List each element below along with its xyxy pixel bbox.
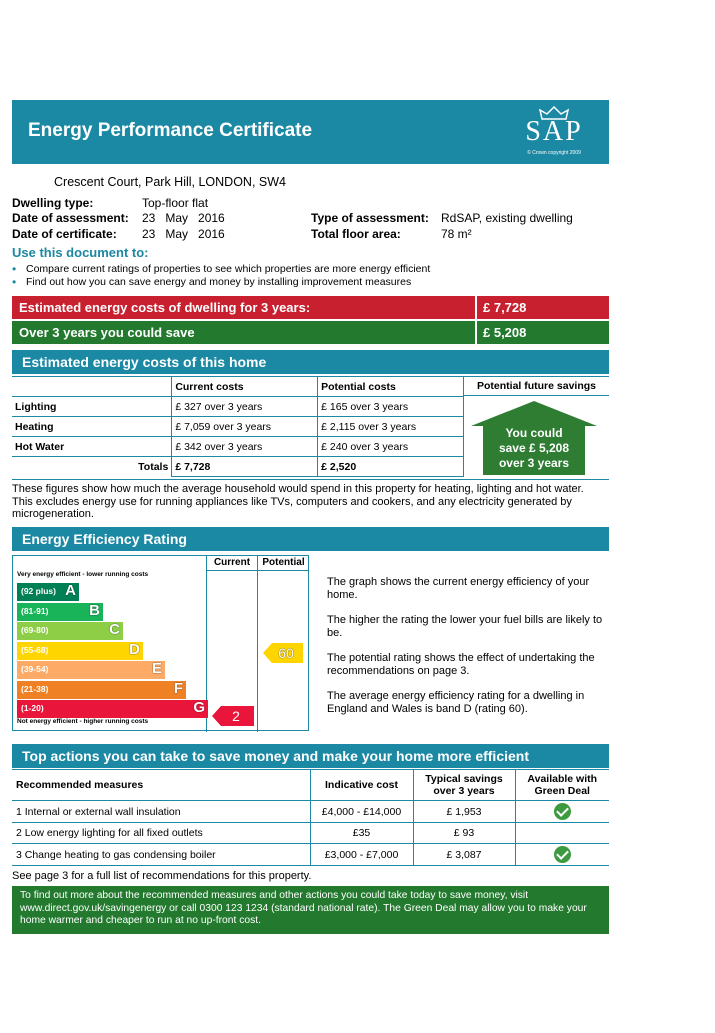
totals-row	[12, 457, 464, 477]
actions-section-title: Top actions you can take to save money and make your home more efficient	[12, 744, 609, 768]
table-row	[12, 844, 609, 866]
savings-arrow-line1: You could	[505, 426, 563, 440]
dwelling-type-label: Dwelling type:	[12, 196, 94, 210]
rating-band-d	[17, 642, 143, 660]
band-range: (39-54)	[21, 664, 49, 674]
info-box: To find out more about the recommended measures and other actions you could take today to save money, visit www.direct.gov.uk/savingenergy or call 0300 123 1234 (standard national rate). The Green Deal may allow you to make your home warmer and cheaper to run at no up-front cost.	[12, 886, 609, 934]
potential-rating-value: 60	[278, 645, 294, 661]
use-document-heading: Use this document to:	[12, 245, 149, 260]
sap-logo-text: SAP	[525, 116, 583, 147]
measure-cell: 1 Internal or external wall insulation	[12, 801, 310, 823]
col-current-costs: Current costs	[172, 377, 318, 397]
band-letter: B	[89, 601, 100, 619]
measure-cell: 2 Low energy lighting for all fixed outlets	[12, 823, 310, 844]
band-letter: D	[129, 640, 140, 658]
row-label: Lighting	[12, 397, 172, 417]
col-green-deal: Available with Green Deal	[515, 770, 609, 801]
estimated-cost-bar	[12, 296, 609, 319]
sap-logo	[513, 106, 595, 160]
totals-label: Totals	[12, 457, 172, 477]
potential-cost-cell: £ 165 over 3 years	[318, 397, 464, 417]
col-current-rating: Current	[213, 557, 251, 568]
potential-cost-cell: £ 240 over 3 years	[318, 437, 464, 457]
band-range: (81-91)	[21, 605, 49, 616]
band-letter: C	[109, 621, 120, 638]
current-cost-cell: £ 342 over 3 years	[172, 437, 318, 457]
rating-band-b	[17, 603, 103, 621]
green-deal-cell	[515, 823, 609, 844]
efficiency-paragraph: The graph shows the current energy efficiency of your home.	[327, 576, 590, 601]
costs-table	[12, 376, 464, 477]
cost-cell: £3,000 - £7,000	[310, 844, 413, 866]
cost-cell: £35	[310, 823, 413, 844]
rating-band-f	[17, 681, 186, 699]
page-title: Energy Performance Certificate	[28, 120, 313, 141]
rating-band-a	[17, 583, 79, 601]
potential-cost-cell: £ 2,115 over 3 years	[318, 417, 464, 437]
rating-band-c	[17, 622, 123, 640]
table-row	[12, 823, 609, 844]
col-potential-costs: Potential costs	[318, 377, 464, 397]
savings-cell: £ 93	[413, 823, 515, 844]
cost-cell: £4,000 - £14,000	[310, 801, 413, 823]
col-potential-rating: Potential	[262, 557, 305, 568]
date-certificate-value: 23 May 2016	[142, 227, 225, 241]
date-assessment-label: Date of assessment:	[12, 211, 129, 225]
band-letter: A	[65, 582, 76, 599]
savings-value: £ 5,208	[477, 321, 609, 344]
crown-icon	[539, 106, 569, 120]
band-range: (1-20)	[21, 703, 44, 713]
col-measures: Recommended measures	[12, 770, 310, 801]
certificate-header	[12, 100, 609, 164]
date-assessment-value: 23 May 2016	[142, 211, 225, 225]
savings-arrow	[471, 401, 597, 475]
table-header-row	[12, 377, 464, 397]
measure-cell: 3 Change heating to gas condensing boiler	[12, 844, 310, 866]
sap-copyright: © Crown copyright 2009	[527, 150, 581, 156]
table-row	[12, 801, 609, 823]
see-page-note: See page 3 for a full list of recommendations for this property.	[12, 870, 312, 882]
list-item: • Find out how you can save energy and money by installing improvement measures	[10, 276, 600, 289]
band-letter: F	[173, 679, 183, 697]
potential-rating-arrow	[263, 643, 303, 663]
rating-band-g	[17, 700, 208, 718]
table-header-row	[12, 770, 609, 801]
costs-note: These figures show how much the average household would spend in this property for heating, lighting and hot water. This excludes energy use for running appliances like TVs, computers and cookers, and any electricity generated by microgeneration.	[12, 483, 584, 520]
total-current: £ 7,728	[172, 457, 318, 477]
dwelling-type-value: Top-floor flat	[142, 196, 209, 210]
current-cost-cell: £ 7,059 over 3 years	[172, 417, 318, 437]
savings-label: Over 3 years you could save	[12, 321, 475, 344]
rating-band-e	[17, 661, 165, 679]
row-label: Hot Water	[12, 437, 172, 457]
green-deal-cell	[515, 844, 609, 866]
total-potential: £ 2,520	[318, 457, 464, 477]
floor-area-label: Total floor area:	[311, 227, 401, 241]
band-range: (69-80)	[21, 625, 49, 635]
row-label: Heating	[12, 417, 172, 437]
savings-arrow-line2: save £ 5,208	[498, 441, 570, 455]
band-range: (92 plus)	[21, 586, 56, 596]
savings-cell: £ 1,953	[413, 801, 515, 823]
floor-area-value: 78 m²	[441, 227, 472, 241]
table-row	[12, 417, 464, 437]
check-icon	[554, 846, 571, 863]
efficiency-paragraph: The potential rating shows the effect of undertaking the recommendations on page 3.	[327, 652, 595, 677]
efficiency-text	[327, 576, 609, 715]
property-address: Crescent Court, Park Hill, LONDON, SW4	[54, 175, 286, 189]
table-row	[12, 397, 464, 417]
check-icon	[554, 803, 571, 820]
date-certificate-label: Date of certificate:	[12, 227, 117, 241]
list-item: • Compare current ratings of properties to see which properties are more energy efficient	[10, 263, 600, 276]
col-future-savings: Potential future savings	[464, 376, 609, 396]
estimated-cost-value: £ 7,728	[477, 296, 609, 319]
efficiency-section-title: Energy Efficiency Rating	[12, 527, 609, 551]
band-letter: E	[151, 660, 162, 677]
green-deal-cell	[515, 801, 609, 823]
bottom-caption: Not energy efficient - higher running costs	[17, 718, 149, 725]
savings-cell: £ 3,087	[413, 844, 515, 866]
use-document-list	[10, 263, 600, 289]
band-range: (55-68)	[21, 644, 49, 655]
efficiency-chart	[12, 555, 309, 731]
band-letter: G	[193, 699, 205, 716]
top-caption: Very energy efficient - lower running costs	[17, 571, 149, 578]
savings-arrow-line3: over 3 years	[498, 456, 570, 470]
efficiency-paragraph: The higher the rating the lower your fuel bills are likely to be.	[327, 614, 603, 639]
band-range: (21-38)	[21, 683, 49, 694]
current-cost-cell: £ 327 over 3 years	[172, 397, 318, 417]
type-assessment-label: Type of assessment:	[311, 211, 429, 225]
efficiency-paragraph: The average energy efficiency rating for a dwelling in England and Wales is band D (rating 60).	[327, 690, 585, 715]
current-rating-arrow	[212, 706, 254, 726]
current-rating-value: 2	[232, 708, 240, 724]
col-indicative-cost: Indicative cost	[310, 770, 413, 801]
type-assessment-value: RdSAP, existing dwelling	[441, 211, 573, 225]
col-typical-savings: Typical savings over 3 years	[413, 770, 515, 801]
table-row	[12, 437, 464, 457]
measures-table	[12, 769, 609, 866]
savings-bar	[12, 321, 609, 344]
estimated-cost-label: Estimated energy costs of dwelling for 3 years:	[12, 296, 475, 319]
costs-section-title: Estimated energy costs of this home	[12, 350, 609, 374]
